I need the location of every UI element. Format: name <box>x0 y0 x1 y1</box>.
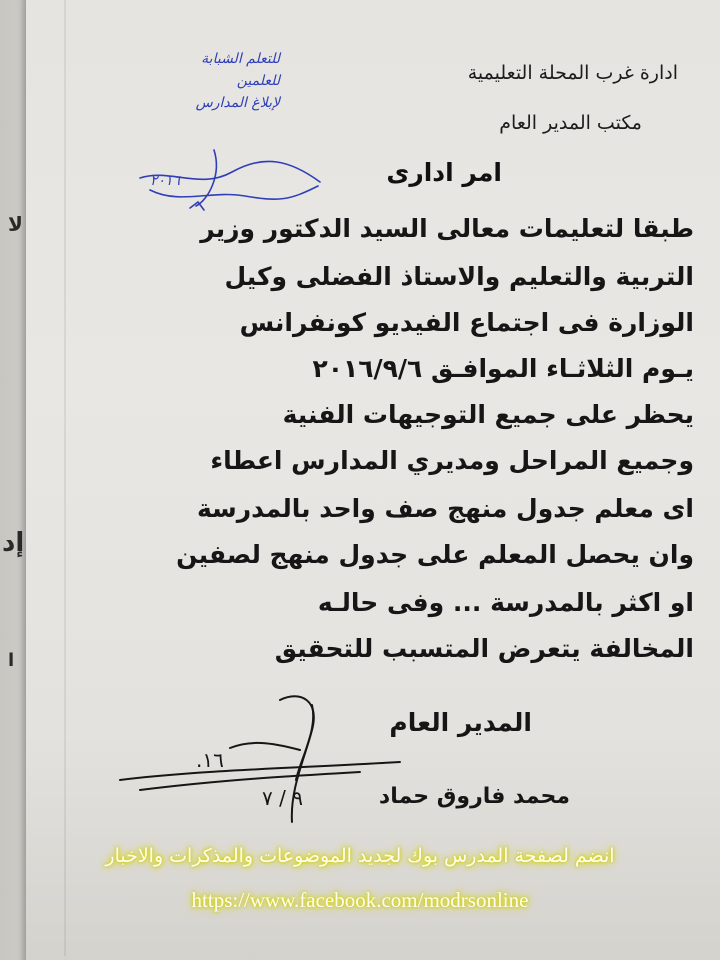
handwritten-date: .١٦ <box>196 748 224 772</box>
promo-banner-text: انضم لصفحة المدرس بوك لجديد الموضوعات والمذكرات والاخبار <box>105 845 615 867</box>
annotation-line: للتعلم الشبابة <box>201 51 280 67</box>
header-office: مكتب المدير العام <box>499 112 642 134</box>
signatory-name: محمد فاروق حماد <box>378 784 570 809</box>
body-line: يحظر على جميع التوجيهات الفنية <box>282 400 694 429</box>
margin-mark: ا <box>8 650 15 671</box>
director-signature-icon <box>120 696 400 822</box>
body-line: وان يحصل المعلم على جدول منهج لصفين <box>176 540 694 569</box>
blue-signature-icon <box>140 150 320 210</box>
margin-mark: إد <box>2 528 25 558</box>
annotation-date: ٢٠١٦ <box>150 173 181 189</box>
header-authority: ادارة غرب المحلة التعليمية <box>467 62 678 84</box>
annotation-line: للعلمين <box>236 73 280 89</box>
document-title: امر ادارى <box>386 158 502 187</box>
margin-mark: لا <box>8 212 23 236</box>
body-line: وجميع المراحل ومديري المدارس اعطاء <box>210 446 694 475</box>
body-line: الوزارة فى اجتماع الفيديو كونفرانس <box>239 308 694 337</box>
promo-banner-url[interactable]: https://www.facebook.com/modrsonline <box>191 888 529 912</box>
signatory-title: المدير العام <box>389 708 532 737</box>
annotation-line: لإبلاغ المدارس <box>195 95 280 111</box>
body-line: يـوم الثلاثـاء الموافـق ٢٠١٦/٩/٦ <box>312 354 694 383</box>
handwritten-day: ٩ / ٧ <box>262 786 303 810</box>
body-line: التربية والتعليم والاستاذ الفضلى وكيل <box>224 262 694 291</box>
body-line: المخالفة يتعرض المتسبب للتحقيق <box>274 634 694 663</box>
body-line: طبقا لتعليمات معالى السيد الدكتور وزير <box>200 214 694 243</box>
body-line: اى معلم جدول منهج صف واحد بالمدرسة <box>197 494 694 523</box>
body-line: او اكثر بالمدرسة ... وفى حالـه <box>317 588 694 617</box>
